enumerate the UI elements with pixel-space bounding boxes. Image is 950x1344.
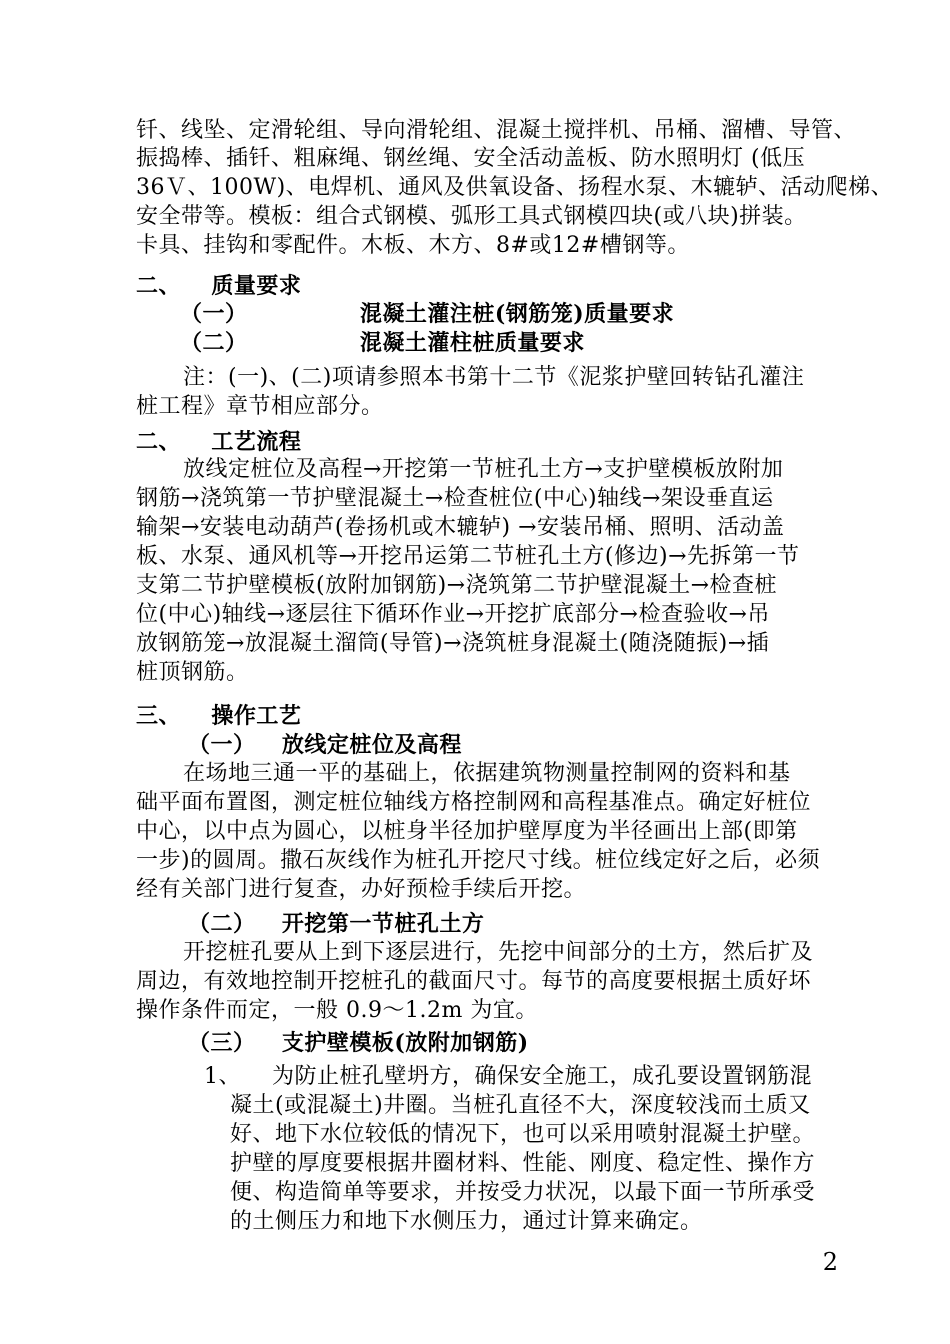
operation-line: 在场地三通一平的基础上，依据建筑物测量控制网的资料和基: [183, 761, 791, 786]
heading-title: 质量要求: [211, 273, 302, 299]
heading-number: 二、: [136, 429, 182, 455]
section-heading-quality: [136, 272, 301, 300]
heading-title: 工艺流程: [211, 429, 302, 455]
process-line: 输架→安装电动葫芦(卷扬机或木辘轳) →安装吊桶、照明、活动盖: [136, 515, 785, 540]
heading-number: 三、: [136, 703, 182, 729]
subheading-title: 放线定桩位及高程: [281, 732, 462, 758]
intro-line: 安全带等。模板：组合式钢模、弧形工具式钢模四块(或八块)拼装。: [136, 204, 807, 229]
list-item-line: 凝土(或混凝土)井圈。当桩孔直径不大，深度较浅而土质又: [230, 1093, 811, 1118]
list-item-line: 护壁的厚度要根据井圈材料、性能、刚度、稳定性、操作方: [230, 1151, 816, 1176]
list-item-line: 便、构造简单等要求，并按受力状况，以最下面一节所承受: [230, 1180, 816, 1205]
list-item-line: 为防止桩孔壁坍方，确保安全施工，成孔要设置钢筋混: [272, 1064, 813, 1089]
heading-number: 二、: [136, 273, 182, 299]
subheading-quality-2: [180, 329, 585, 357]
list-item-line: 的土侧压力和地下水侧压力，通过计算来确定。: [230, 1209, 703, 1234]
note-line: 桩工程》章节相应部分。: [136, 394, 384, 419]
intro-line: 振捣棒、插钎、粗麻绳、钢丝绳、安全活动盖板、防水照明灯 (低压: [136, 146, 806, 171]
process-line: 放钢筋笼→放混凝土溜筒(导管)→浇筑桩身混凝土(随浇随振)→插: [136, 631, 770, 656]
process-line: 桩顶钢筋。: [136, 660, 249, 685]
operation-line: 开挖桩孔要从上到下逐层进行，先挖中间部分的土方，然后扩及: [183, 940, 814, 965]
subheading-title: 开挖第一节桩孔土方: [281, 911, 485, 937]
subheading-operation-2: [188, 910, 484, 938]
list-item-line: 好、地下水位较低的情况下，也可以采用喷射混凝土护壁。: [230, 1122, 816, 1147]
subheading-number: （一）: [180, 301, 248, 327]
heading-title: 操作工艺: [211, 703, 302, 729]
subheading-title: 混凝土灌柱桩质量要求: [359, 330, 585, 356]
subheading-number: （三）: [188, 1030, 256, 1056]
list-item-number: 1、: [204, 1064, 241, 1089]
process-line: 支第二节护壁模板(放附加钢筋)→浇筑第二节护壁混凝土→检查桩: [136, 573, 778, 598]
subheading-number: （二）: [188, 911, 256, 937]
section-heading-process: [136, 428, 301, 456]
subheading-number: （二）: [180, 330, 248, 356]
intro-line: 钎、线坠、定滑轮组、导向滑轮组、混凝土搅拌机、吊桶、溜槽、导管、: [136, 118, 857, 143]
page-number: 2: [822, 1248, 838, 1276]
operation-line: 中心，以中点为圆心，以桩身半径加护壁厚度为半径画出上部(即第: [136, 819, 798, 844]
process-line: 放线定桩位及高程→开挖第一节桩孔土方→支护壁模板放附加: [183, 457, 784, 482]
operation-line: 础平面布置图，测定桩位轴线方格控制网和高程基准点。确定好桩位: [136, 790, 812, 815]
operation-line: 一步)的圆周。撒石灰线作为桩孔开挖尺寸线。桩位线定好之后，必须: [136, 848, 821, 873]
subheading-quality-1: [180, 300, 674, 328]
operation-line: 经有关部门进行复查，办好预检手续后开挖。: [136, 877, 587, 902]
section-heading-operation: [136, 702, 301, 730]
intro-line: 36Ｖ、100W)、电焊机、通风及供氧设备、扬程水泵、木辘轳、活动爬梯、: [136, 175, 894, 200]
process-line: 板、水泵、通风机等→开挖吊运第二节桩孔土方(修边)→先拆第一节: [136, 544, 800, 569]
subheading-title: 支护壁模板(放附加钢筋): [281, 1030, 529, 1056]
operation-line: 周边，有效地控制开挖桩孔的截面尺寸。每节的高度要根据土质好坏: [136, 969, 812, 994]
subheading-number: （一）: [188, 732, 256, 758]
operation-line: 操作条件而定，一般 0.9～1.2m 为宜。: [136, 998, 538, 1023]
subheading-title: 混凝土灌注桩(钢筋笼)质量要求: [359, 301, 675, 327]
process-line: 钢筋→浇筑第一节护壁混凝土→检查桩位(中心)轴线→架设垂直运: [136, 486, 774, 511]
note-line: 注：(一)、(二)项请参照本书第十二节《泥浆护壁回转钻孔灌注: [183, 365, 805, 390]
process-line: 位(中心)轴线→逐层往下循环作业→开挖扩底部分→检查验收→吊: [136, 602, 770, 627]
subheading-operation-1: [188, 731, 462, 759]
intro-line: 卡具、挂钩和零配件。木板、木方、8#或12#槽钢等。: [136, 233, 690, 258]
subheading-operation-3: [188, 1029, 529, 1057]
